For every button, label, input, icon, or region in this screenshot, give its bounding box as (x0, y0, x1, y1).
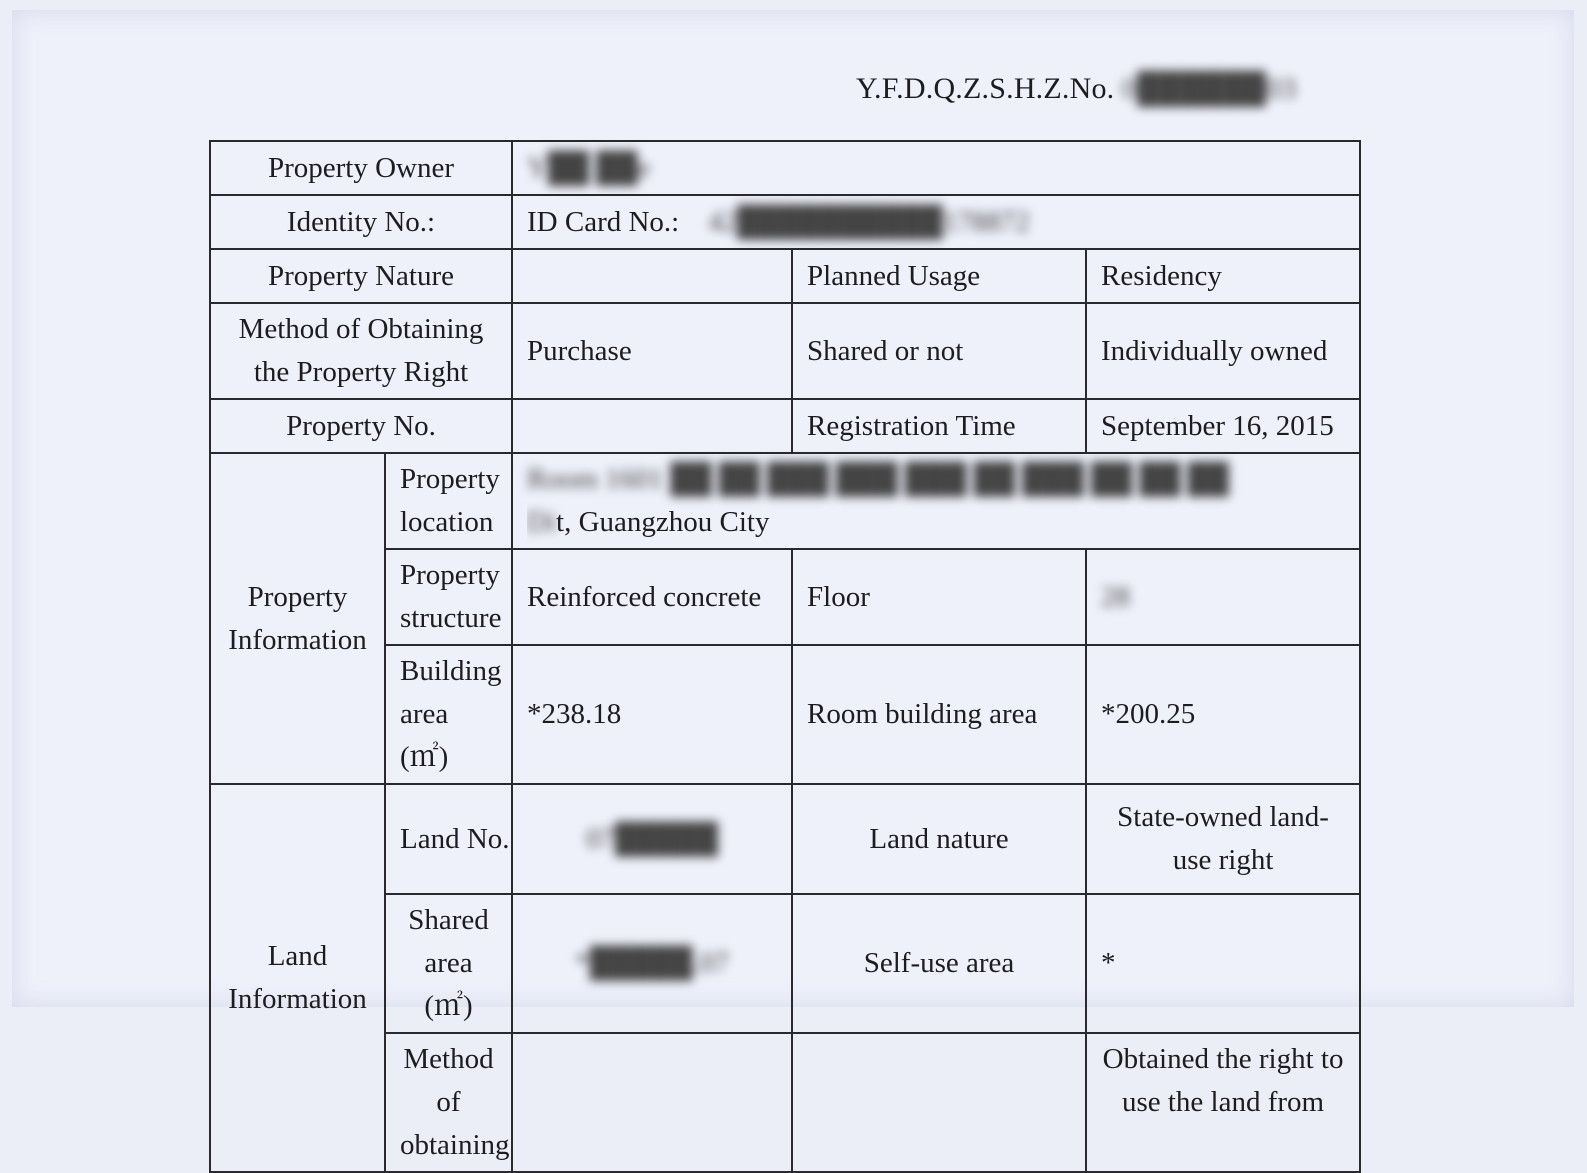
certificate-number-label: Y.F.D.Q.Z.S.H.Z.No. (856, 72, 1123, 105)
land-no-value (512, 784, 792, 894)
owner-value (512, 141, 1360, 195)
location-label: Property location (385, 453, 512, 549)
property-no-label: Property No. (210, 399, 512, 453)
property-nature-value (512, 249, 792, 303)
location-value-line2-hidden: Di (527, 506, 557, 538)
location-value-line1: Room 1601 ██ ██ ███ ███ ███ ██ ███ ██ ██ ██ (527, 463, 1229, 495)
room-area-label: Room building area (792, 645, 1086, 784)
planned-usage-value: Residency (1086, 249, 1360, 303)
property-certificate-table (209, 140, 1361, 1173)
shared-area-value (512, 894, 792, 1033)
land-no-label: Land No. (385, 784, 512, 894)
shared-area-value-text: *█████.07 (575, 947, 729, 979)
shared-value: Individually owned (1086, 303, 1360, 399)
table-row (210, 784, 1360, 894)
location-value-line2 (527, 501, 1345, 544)
certificate-number-value: 0██████03 (1122, 72, 1297, 105)
land-method-label: Method of obtaining (385, 1033, 512, 1172)
shared-area-label: Shared area (㎡) (385, 894, 512, 1033)
land-method-value-2 (792, 1033, 1086, 1172)
method-label: Method of Obtaining the Property Right (210, 303, 512, 399)
id-card-number: 42██████████178872 (708, 205, 1030, 238)
property-nature-label: Property Nature (210, 249, 512, 303)
location-value-line2-text: t, Guangzhou City (556, 506, 770, 538)
building-area-value: *238.18 (512, 645, 792, 784)
registration-time-value: September 16, 2015 (1086, 399, 1360, 453)
identity-label: Identity No.: (210, 195, 512, 249)
method-value: Purchase (512, 303, 792, 399)
land-method-value (512, 1033, 792, 1172)
land-obtained-value: Obtained the right to use the land from (1086, 1033, 1360, 1172)
property-no-value (512, 399, 792, 453)
certificate-number (856, 72, 1296, 106)
land-no-value-text: 07█████ (586, 822, 718, 855)
self-use-area-label: Self-use area (792, 894, 1086, 1033)
identity-value (512, 195, 1360, 249)
structure-value: Reinforced concrete (512, 549, 792, 645)
structure-label: Property structure (385, 549, 512, 645)
table-row (210, 141, 1360, 195)
land-info-section-label: Land Information (210, 784, 385, 1172)
table-row (210, 399, 1360, 453)
building-area-label: Building area (㎡) (385, 645, 512, 784)
shared-label: Shared or not (792, 303, 1086, 399)
self-use-area-value: * (1086, 894, 1360, 1033)
room-area-value: *200.25 (1086, 645, 1360, 784)
table-row (210, 453, 1360, 549)
registration-time-label: Registration Time (792, 399, 1086, 453)
floor-value-text: 28 (1101, 580, 1131, 613)
table-row (210, 195, 1360, 249)
property-info-section-label: Property Information (210, 453, 385, 784)
id-card-label: ID Card No.: (527, 205, 680, 238)
floor-label: Floor (792, 549, 1086, 645)
owner-label: Property Owner (210, 141, 512, 195)
owner-value-text: Y██ ██e (527, 151, 651, 184)
land-nature-value: State-owned land-use right (1086, 784, 1360, 894)
table-row (210, 303, 1360, 399)
table-row (210, 249, 1360, 303)
planned-usage-label: Planned Usage (792, 249, 1086, 303)
floor-value (1086, 549, 1360, 645)
land-nature-label: Land nature (792, 784, 1086, 894)
location-value (512, 453, 1360, 549)
